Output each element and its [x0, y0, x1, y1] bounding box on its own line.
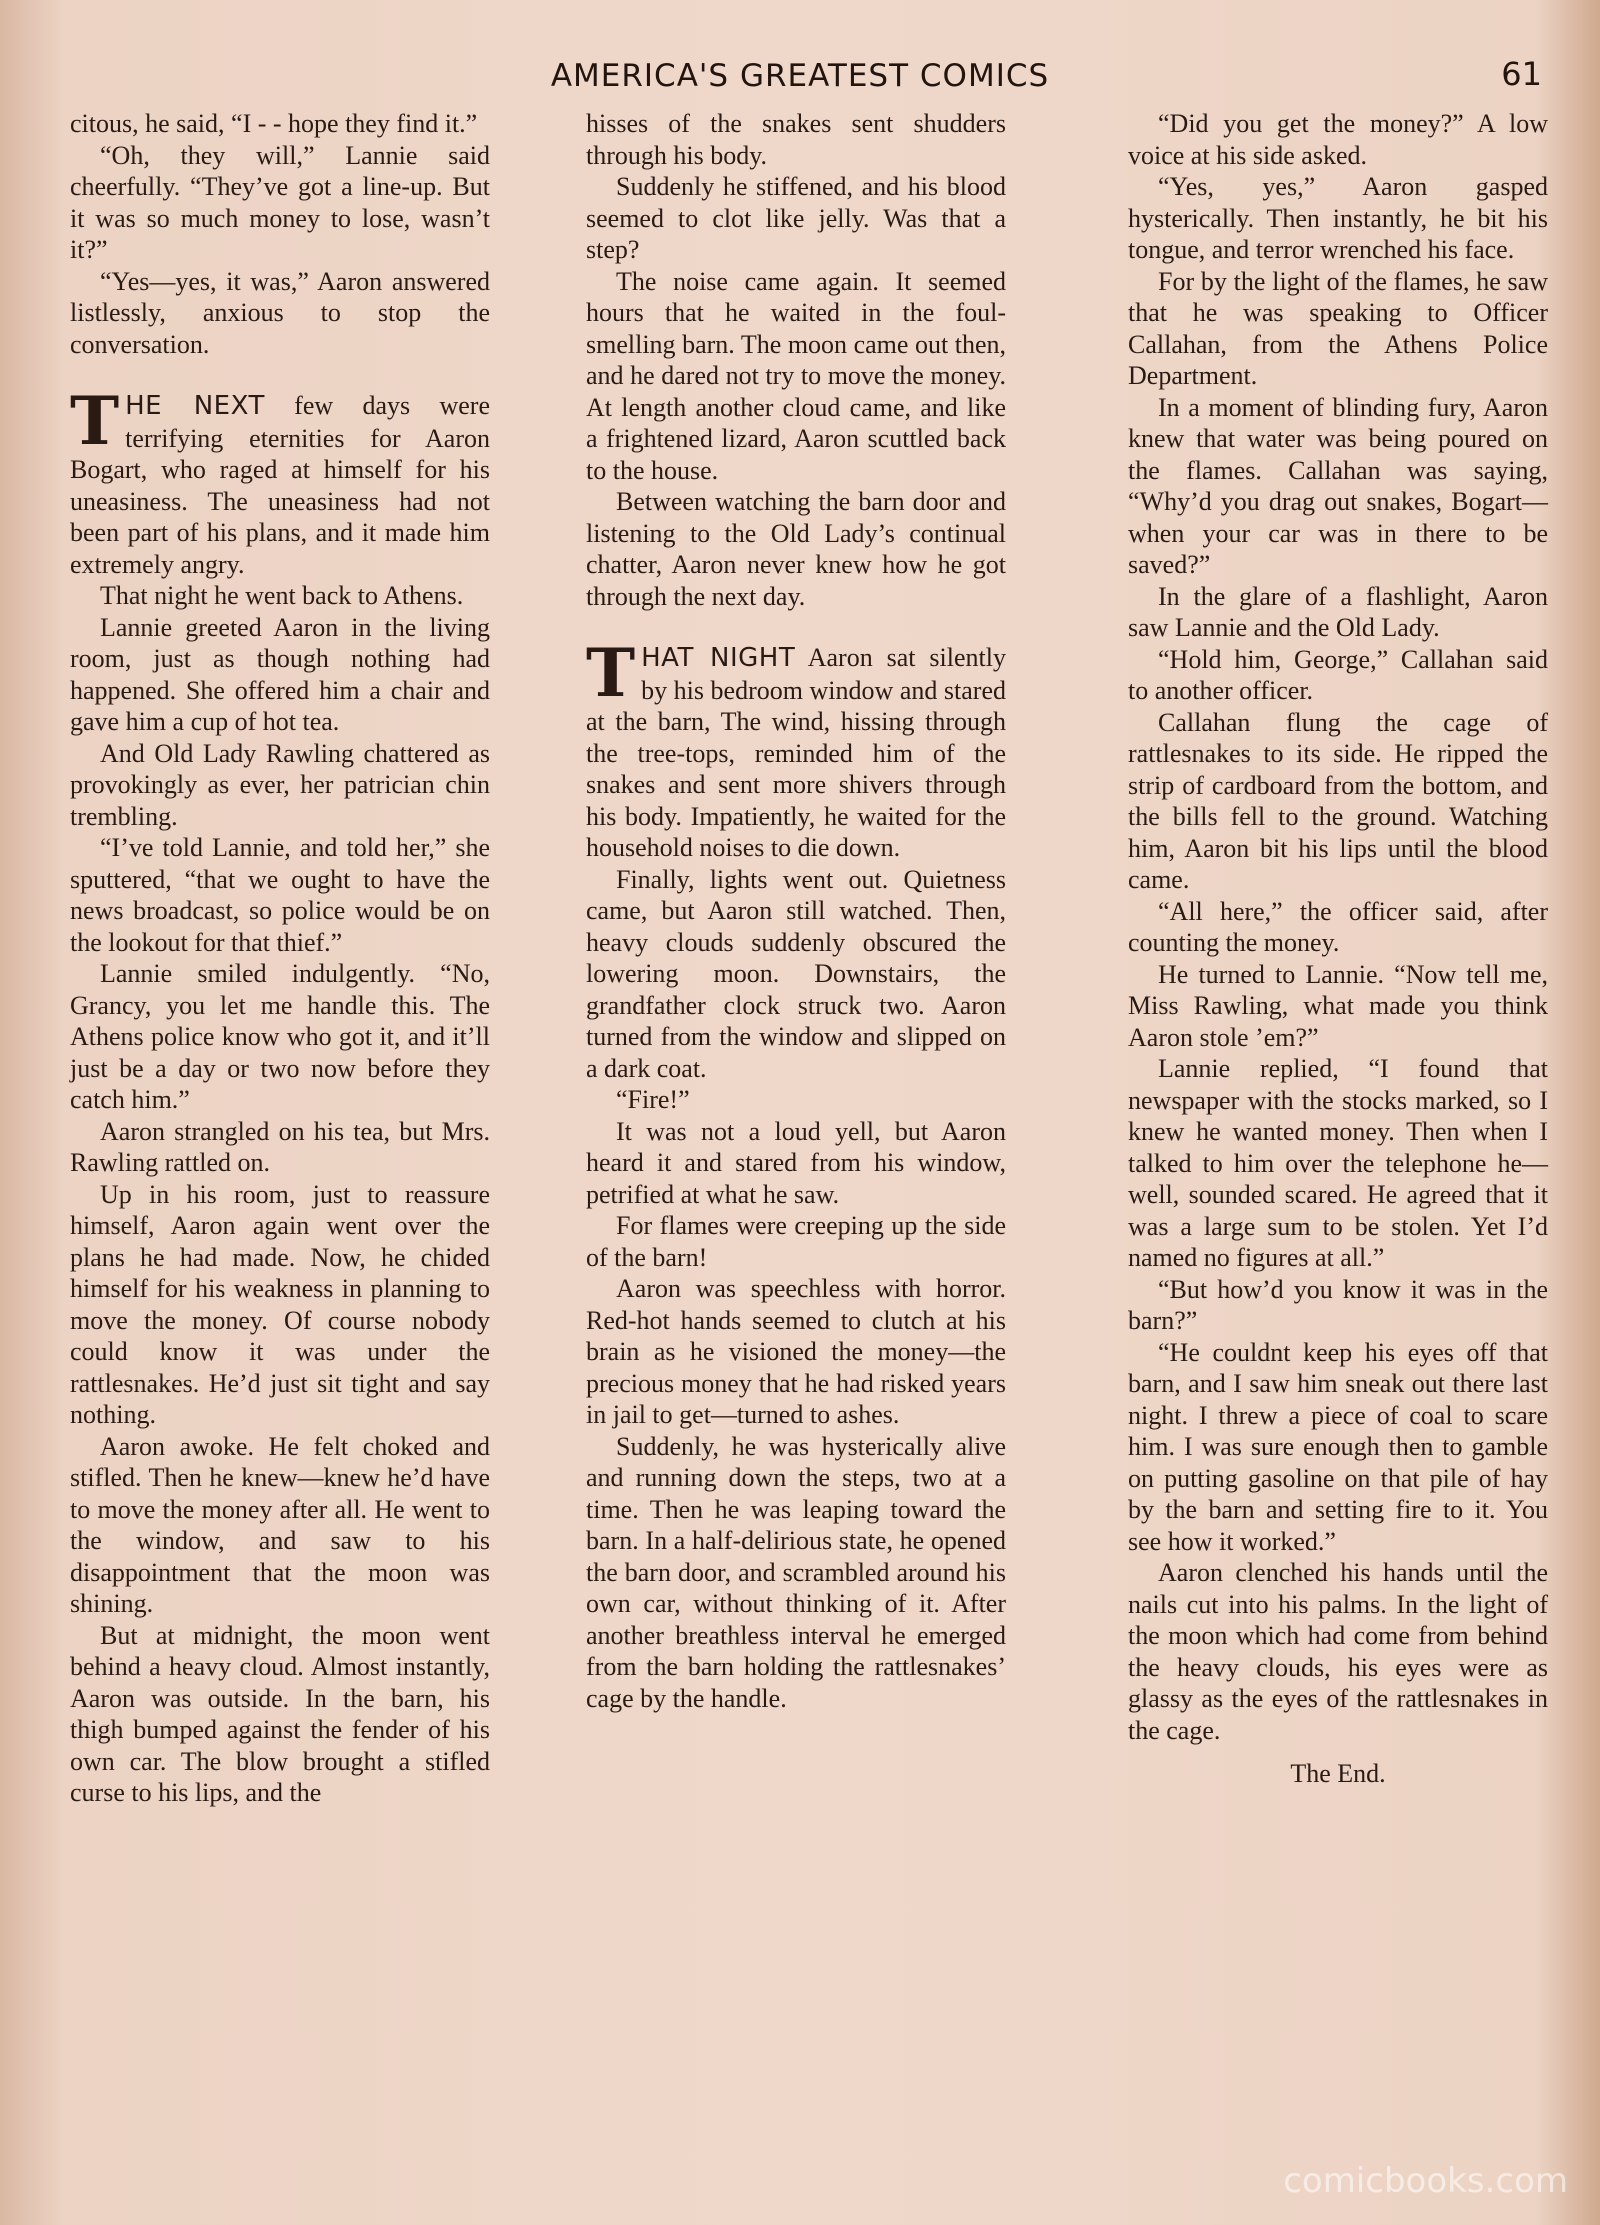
section-lead-in: HE NEXT — [125, 391, 265, 421]
paragraph: Finally, lights went out. Quietness came, but Aaron still watched. Then, heavy clouds suddenly obscured the lowering moon. Downstairs, the grandfather clock struck two. Aaron turned from the window and slipped on a dark coat. — [586, 864, 1006, 1083]
paragraph: Suddenly he stiffened, and his blood seemed to clot like jelly. Was that a step? — [586, 172, 1006, 264]
drop-cap: T — [70, 382, 120, 460]
paragraph: And Old Lady Rawling chattered as provokingly as ever, her patrician chin trembling. — [70, 738, 490, 831]
drop-cap: T — [586, 634, 636, 712]
paragraph: But at midnight, the moon went behind a heavy cloud. Almost instantly, Aaron was outside. In the barn, his thigh bumped against the fender of his own car. The blow brought a stifled curse to his lips, and the — [70, 1620, 490, 1807]
paragraph: In the glare of a flashlight, Aaron saw Lannie and the Old Lady. — [1128, 581, 1548, 642]
paragraph: “Yes—yes, it was,” Aaron answered listlessly, anxious to stop the conversation. — [70, 266, 490, 359]
paragraph: Aaron was speechless with horror. Red-hot hands seemed to clutch at his brain as he visioned the money—the precious money that he had risked years in jail to get—turned to ashes. — [586, 1274, 1006, 1429]
paragraph: Lannie greeted Aaron in the living room, just as though nothing had happened. She offered him a chair and gave him a cup of hot tea. — [70, 612, 490, 736]
paragraph: It was not a loud yell, but Aaron heard it and stared from his window, petrified at what he saw. — [586, 1116, 1006, 1209]
watermark: comicbooks.com — [1283, 2161, 1568, 2201]
paragraph: For by the light of the flames, he saw that he was speaking to Officer Callahan, from the Athens Police Department. — [1128, 266, 1548, 390]
paragraph: Suddenly, he was hysterically alive and running down the steps, two at a time. Then he was leaping toward the barn. In a half-delirious state, he opened the barn door, and scrambled around his own car, without thinking of it. After another breathless interval he emerged from the barn holding the rattlesnakes’ cage by the handle. — [586, 1431, 1006, 1713]
section-text: Aaron sat silently by his bedroom window and stared at the barn, The wind, hissing through the tree-tops, reminded him of the snakes and sent more shivers through his body. Impatiently, he waited for the household noises to die down. — [586, 643, 1006, 862]
section-lead-in: HAT NIGHT — [641, 643, 796, 673]
paragraph: “All here,” the officer said, after counting the money. — [1128, 896, 1548, 957]
paragraph: Aaron awoke. He felt choked and stifled. Then he knew—knew he’d have to move the money after all. He went to the window, and saw to his disappointment that the moon was shining. — [70, 1431, 490, 1618]
text-column-3 — [1128, 108, 1548, 1790]
paragraph: He turned to Lannie. “Now tell me, Miss Rawling, what made you think Aaron stole ’em?” — [1128, 959, 1548, 1052]
the-end: The End. — [1290, 1759, 1386, 1788]
paragraph: “Did you get the money?” A low voice at his side asked. — [1128, 109, 1548, 170]
text-column-1 — [70, 108, 490, 1809]
paragraph: citous, he said, “I - - hope they find it.” — [70, 109, 478, 138]
paragraph: The noise came again. It seemed hours that he waited in the foul-smelling barn. The moon came out then, and he dared not try to move the money. At length another cloud came, and like a frightened lizard, Aaron scuttled back to the house. — [586, 266, 1006, 485]
paragraph: “Oh, they will,” Lannie said cheerfully. “They’ve got a line-up. But it was so much money to lose, wasn’t it?” — [70, 140, 490, 264]
paragraph: Between watching the barn door and listening to the Old Lady’s continual chatter, Aaron never knew how he got through the next day. — [586, 487, 1006, 611]
paragraph: Aaron clenched his hands until the nails cut into his palms. In the light of the moon which had come from behind the heavy clouds, his eyes were as glassy as the eyes of the rattlesnakes in the cage. — [1128, 1558, 1548, 1745]
paragraph: Lannie smiled indulgently. “No, Grancy, you let me handle this. The Athens police know who got it, and it’ll just be a day or two now before they catch him.” — [70, 959, 490, 1114]
paragraph: Aaron strangled on his tea, but Mrs. Rawling rattled on. — [70, 1116, 490, 1177]
paragraph: hisses of the snakes sent shudders through his body. — [586, 109, 1006, 170]
text-column-2 — [586, 108, 1006, 1714]
page-number: 61 — [1501, 55, 1542, 93]
paragraph: That night he went back to Athens. — [100, 581, 464, 610]
paragraph: For flames were creeping up the side of the barn! — [586, 1211, 1006, 1272]
paragraph: Callahan flung the cage of rattlesnakes to its side. He ripped the strip of cardboard from the bottom, and the bills fell to the ground. Watching him, Aaron bit his lips until the blood came. — [1128, 707, 1548, 894]
section-opening — [70, 382, 490, 580]
section-opening — [586, 634, 1006, 864]
paragraph: Up in his room, just to reassure himself, Aaron again went over the plans he had made. Now, he chided himself for his weakness in planning to move the money. Of course nobody could know it was under the rattlesnakes. He’d just sit tight and say nothing. — [70, 1179, 490, 1429]
paragraph: “But how’d you know it was in the barn?” — [1128, 1274, 1548, 1335]
paragraph: “He couldnt keep his eyes off that barn, and I saw him sneak out there last night. I threw a piece of coal to scare him. I was sure enough then to gamble on putting gasoline on that pile of hay by the barn and setting fire to it. You see how it worked.” — [1128, 1337, 1548, 1556]
section-text: few days were terrifying eternities for Aaron Bogart, who raged at himself for his uneasiness. The uneasiness had not been part of his plans, and it made him extremely angry. — [70, 391, 490, 579]
paragraph: “I’ve told Lannie, and told her,” she sputtered, “that we ought to have the news broadcast, so police would be on the lookout for that thief.” — [70, 833, 490, 957]
paragraph: Lannie replied, “I found that newspaper with the stocks marked, so I knew he wanted money. Then when I talked to him over the telephone he—well, sounded scared. He agreed that it was a large sum to be stolen. Yet I’d named no figures at all.” — [1128, 1054, 1548, 1272]
running-header: AMERICA'S GREATEST COMICS — [550, 58, 1050, 94]
paragraph: “Hold him, George,” Callahan said to another officer. — [1128, 644, 1548, 705]
paragraph: “Yes, yes,” Aaron gasped hysterically. Then instantly, he bit his tongue, and terror wrenched his face. — [1128, 172, 1548, 264]
paragraph: “Fire!” — [616, 1085, 690, 1114]
paragraph: In a moment of blinding fury, Aaron knew that water was being poured on the flames. Callahan was saying, “Why’d you drag out snakes, Bogart—when your car was in there to be saved?” — [1128, 392, 1548, 579]
